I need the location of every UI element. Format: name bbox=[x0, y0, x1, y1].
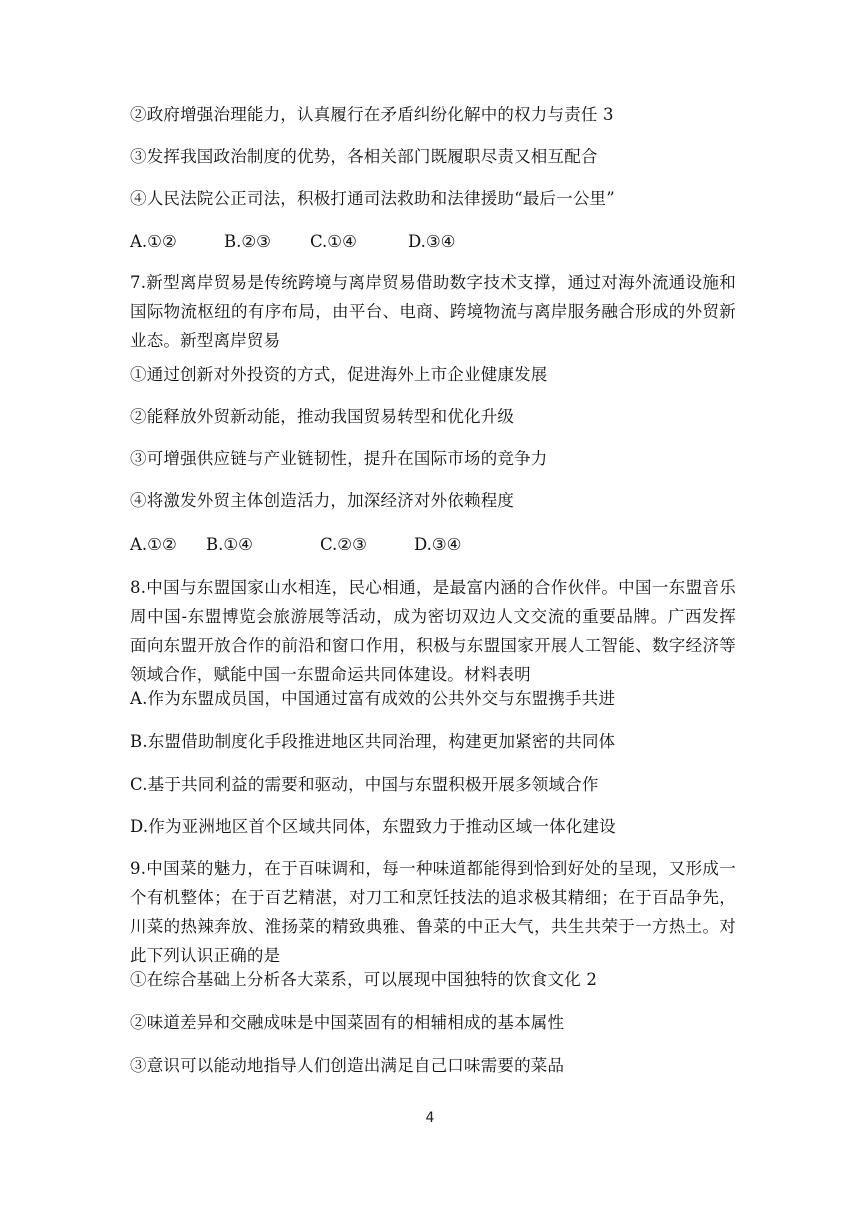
q6-choice-a: A.①② bbox=[130, 232, 177, 251]
q7-option-4: ④将激发外贸主体创造活力，加深经济对外依赖程度 bbox=[130, 491, 515, 510]
q8-option-c: C.基于共同利益的需要和驱动，中国与东盟积极开展多领域合作 bbox=[130, 775, 599, 794]
q8-option-d: D.作为亚洲地区首个区域共同体，东盟致力于推动区域一体化建设 bbox=[130, 817, 616, 836]
page-number: 4 bbox=[425, 1110, 435, 1126]
q9-option-2: ②味道差异和交融成味是中国菜固有的相辅相成的基本属性 bbox=[130, 1013, 565, 1032]
q7-choice-a: A.①② bbox=[130, 535, 177, 554]
q7-choices bbox=[130, 531, 461, 559]
q6-choice-c: C.①④ bbox=[310, 232, 357, 251]
q7-choice-b: B.①④ bbox=[206, 535, 253, 554]
q7-choice-d: D.③④ bbox=[414, 535, 462, 554]
q7-choice-c: C.②③ bbox=[320, 535, 367, 554]
q6-choices bbox=[130, 228, 455, 256]
q9-stem: 9.中国菜的魅力，在于百味调和，每一种味道都能得到恰到好处的呈现，又形成一个有机整体；在于百艺精湛，对刀工和烹饪技法的追求极其精细；在于百品争先，川菜的热辣奔放、淮扬菜的精致典雅、鲁菜的中正大气，共生共荣于一方热土。对此下列认识正确的是 bbox=[130, 859, 736, 965]
q8-option-a: A.作为东盟成员国，中国通过富有成效的公共外交与东盟携手共进 bbox=[130, 689, 616, 708]
q6-option-2: ②政府增强治理能力，认真履行在矛盾纠纷化解中的权力与责任 3 bbox=[130, 105, 614, 124]
q7-option-1: ①通过创新对外投资的方式，促进海外上市企业健康发展 bbox=[130, 365, 548, 384]
q7-stem: 7.新型离岸贸易是传统跨境与离岸贸易借助数字技术支撑，通过对海外流通设施和国际物流枢纽的有序布局，由平台、电商、跨境物流与离岸服务融合形成的外贸新业态。新型离岸贸易 bbox=[130, 273, 736, 350]
q6-choice-b: B.②③ bbox=[224, 232, 271, 251]
q7-option-3: ③可增强供应链与产业链韧性，提升在国际市场的竞争力 bbox=[130, 449, 548, 468]
q7-option-2: ②能释放外贸新动能，推动我国贸易转型和优化升级 bbox=[130, 407, 515, 426]
q8-option-b: B.东盟借助制度化手段推进地区共同治理，构建更加紧密的共同体 bbox=[130, 732, 616, 751]
q9-option-3: ③意识可以能动地指导人们创造出满足自己口味需要的菜品 bbox=[130, 1056, 565, 1075]
q6-option-3: ③发挥我国政治制度的优势，各相关部门既履职尽责又相互配合 bbox=[130, 147, 598, 166]
q6-option-4: ④人民法院公正司法，积极打通司法救助和法律援助“最后一公里” bbox=[130, 189, 615, 208]
q8-stem: 8.中国与东盟国家山水相连，民心相通，是最富内涵的合作伙伴。中国一东盟音乐周中国-东盟博览会旅游展等活动，成为密切双边人文交流的重要品牌。广西发挥面向东盟开放合作的前沿和窗口作用，积极与东盟国家开展人工智能、数字经济等领域合作，赋能中国一东盟命运共同体建设。材料表明 bbox=[130, 578, 736, 684]
q6-choice-d: D.③④ bbox=[408, 232, 456, 251]
q9-option-1: ①在综合基础上分析各大菜系，可以展现中国独特的饮食文化 2 bbox=[130, 970, 598, 989]
